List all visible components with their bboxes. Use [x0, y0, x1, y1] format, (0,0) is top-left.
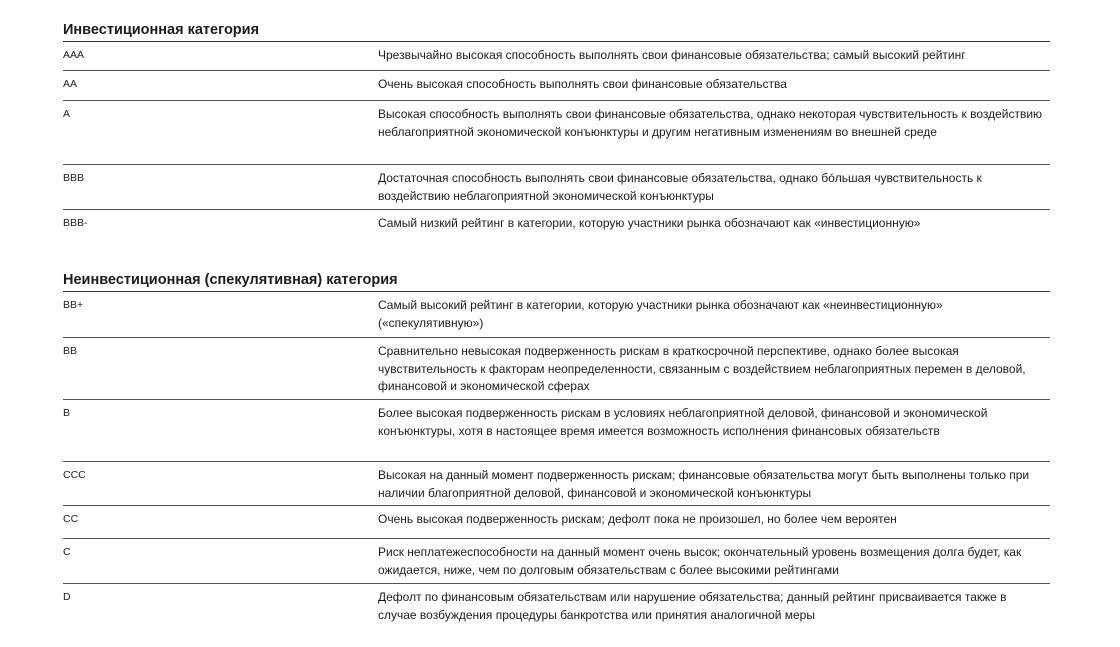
- table-row: [63, 584, 1050, 628]
- rating-description: Риск неплатежеспособности на данный момент очень высок; окончательный уровень возмещения долга будет, как ожидается, ниже, чем по долговым обязательствам с более высокими рейтингами: [378, 545, 1022, 577]
- table-row: [63, 506, 1050, 539]
- investment-grade-section: [63, 20, 1050, 239]
- rating-description: Самый высокий рейтинг в категории, которую участники рынка обозначают как «неинвестиционную» («спекулятивную»): [378, 298, 943, 330]
- rating-code: B: [63, 407, 71, 419]
- rating-description: Достаточная способность выполнять свои финансовые обязательства, однако бóльшая чувствительность к воздействию неблагоприятной экономической конъюнктуры: [378, 171, 982, 203]
- table-row: [63, 338, 1050, 400]
- rating-description: Самый низкий рейтинг в категории, которую участники рынка обозначают как «инвестиционную»: [378, 216, 921, 230]
- rating-code: CC: [63, 513, 79, 525]
- rating-description: Высокая способность выполнять свои финансовые обязательства, однако некоторая чувствительность к воздействию неблагоприятной экономической конъюнктуры и другим негативным изменениям во внешней среде: [378, 107, 1043, 139]
- table-row: [63, 400, 1050, 462]
- table-row: [63, 210, 1050, 239]
- table-row: [63, 71, 1050, 101]
- rating-description: Очень высокая способность выполнять свои финансовые обязательства: [378, 77, 787, 91]
- investment-grade-title: Инвестиционная категория: [63, 20, 1050, 42]
- rating-description: Чрезвычайно высокая способность выполнять свои финансовые обязательства; самый высокий рейтинг: [378, 48, 966, 62]
- rating-code: BB: [63, 345, 78, 357]
- rating-description: Дефолт по финансовым обязательствам или нарушение обязательства; данный рейтинг присваивается также в случае возбуждения процедуры банкротства или принятия аналогичной меры: [378, 590, 1007, 622]
- table-row: [63, 165, 1050, 210]
- rating-code: CCC: [63, 469, 86, 481]
- rating-description: Очень высокая подверженность рискам; дефолт пока не произошел, но более чем вероятен: [378, 512, 897, 526]
- rating-code: AA: [63, 78, 78, 90]
- investment-grade-table: [63, 42, 1050, 239]
- rating-code: AAA: [63, 49, 85, 61]
- rating-code: C: [63, 546, 71, 558]
- speculative-grade-section: [63, 270, 1050, 628]
- rating-code: A: [63, 108, 71, 120]
- speculative-grade-title: Неинвестиционная (спекулятивная) категория: [63, 270, 1050, 292]
- table-row: [63, 462, 1050, 506]
- rating-description: Сравнительно невысокая подверженность рискам в краткосрочной перспективе, однако более высокая чувствительность к факторам неопределенности, связанным с воздействием неблагоприятных перемен в деловой, финансовой и экономической сферах: [378, 344, 1026, 393]
- rating-description: Высокая на данный момент подверженность рискам; финансовые обязательства могут быть выполнены только при наличии благоприятной деловой, финансовой и экономической конъюнктуры: [378, 468, 1030, 500]
- rating-code: BBB: [63, 172, 85, 184]
- rating-code: BB+: [63, 299, 84, 311]
- table-row: [63, 42, 1050, 71]
- table-row: [63, 292, 1050, 338]
- rating-code: D: [63, 591, 71, 603]
- rating-description: Более высокая подверженность рискам в условиях неблагоприятной деловой, финансовой и экономической конъюнктуры, хотя в настоящее время имеется возможность исполнения финансовых обязательств: [378, 406, 988, 438]
- table-row: [63, 101, 1050, 165]
- rating-code: BBB-: [63, 217, 88, 229]
- table-row: [63, 539, 1050, 584]
- speculative-grade-table: [63, 292, 1050, 628]
